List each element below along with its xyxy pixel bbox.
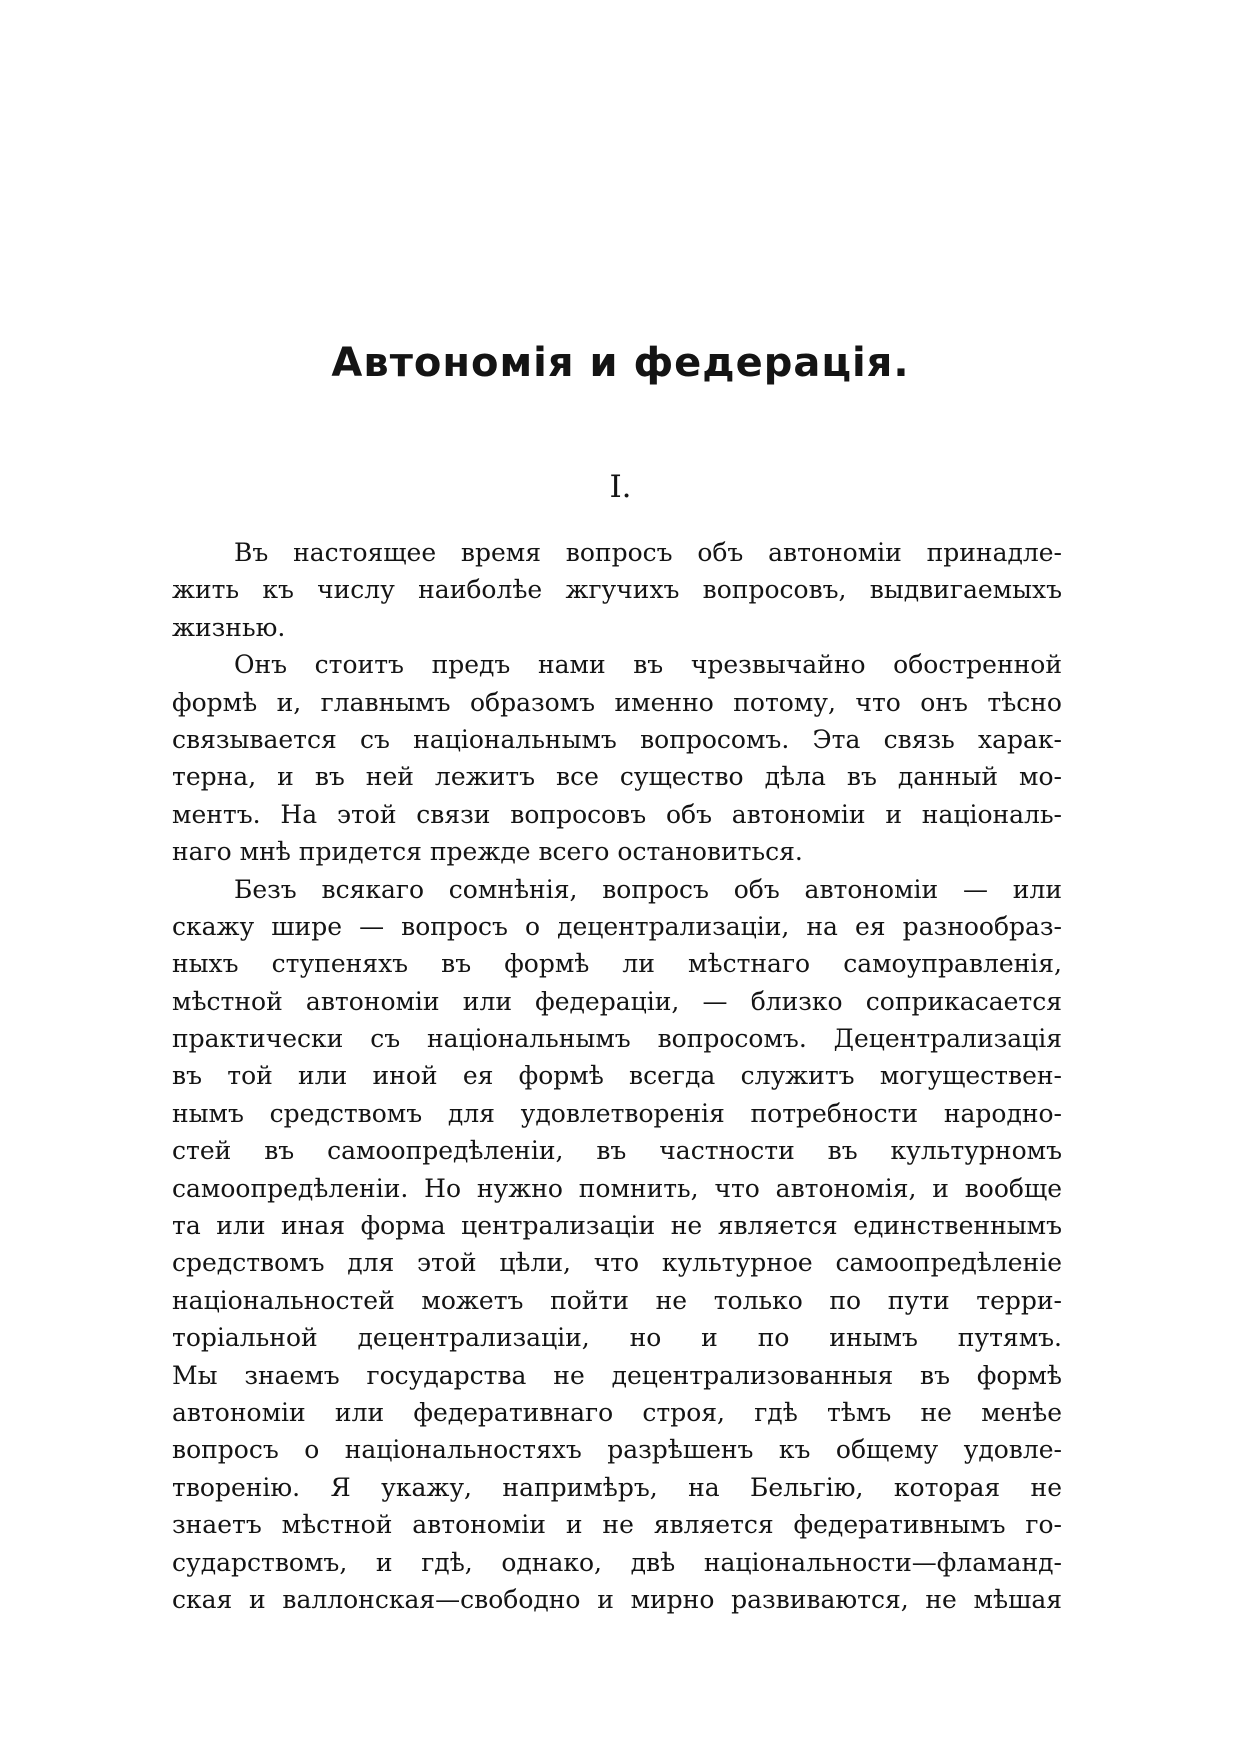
text-line: творенію. Я укажу, напримѣръ, на Бельгію, которая не [172, 1472, 1062, 1502]
text-line: жить къ числу наиболѣе жгучихъ вопросовъ, выдвигаемыхъ [172, 575, 1062, 605]
text-line: скажу шире — вопросъ о децентрализаціи, на ея разнообраз- [172, 911, 1062, 941]
section-number: I. [609, 469, 632, 505]
text-line: Онъ стоитъ предъ нами въ чрезвычайно обостренной [234, 650, 1062, 680]
text-line: самоопредѣленіи. Но нужно помнить, что автономія, и вообще [172, 1173, 1062, 1203]
text-line: вопросъ о національностяхъ разрѣшенъ къ общему удовле- [172, 1435, 1062, 1465]
text-line: практически съ національнымъ вопросомъ. Децентрализація [172, 1024, 1062, 1054]
text-line: торіальной децентрализаціи, но и по инымъ путямъ. [172, 1323, 1062, 1353]
text-line: связывается съ національнымъ вопросомъ. Эта связь харак- [172, 724, 1062, 754]
chapter-title: Автономія и федерація. [331, 340, 910, 386]
text-line: наго мнѣ придется прежде всего остановиться. [172, 837, 803, 867]
text-line: стей въ самоопредѣленіи, въ частности въ культурномъ [172, 1136, 1062, 1166]
text-line: та или иная форма централизаціи не является единственнымъ [172, 1211, 1062, 1241]
text-line: Въ настоящее время вопросъ объ автономіи принадле- [234, 538, 1062, 567]
text-line: жизнью. [172, 612, 286, 642]
text-line: терна, и въ ней лежитъ все существо дѣла въ данный мо- [172, 762, 1062, 792]
text-line: ская и валлонская—свободно и мирно развиваются, не мѣшая [172, 1584, 1062, 1614]
text-line: ментъ. На этой связи вопросовъ объ автономіи и національ- [172, 799, 1062, 829]
text-line: мѣстной автономіи или федераціи, — близко соприкасается [172, 986, 1062, 1016]
text-line: ныхъ ступеняхъ въ формѣ ли мѣстнаго самоуправленія, [172, 949, 1062, 979]
text-line: нымъ средствомъ для удовлетворенія потребности народно- [172, 1098, 1062, 1128]
text-line: средствомъ для этой цѣли, что культурное самоопредѣленіе [172, 1248, 1062, 1278]
text-line: автономіи или федеративнаго строя, гдѣ тѣмъ не менѣе [172, 1397, 1062, 1427]
text-line: сударствомъ, и гдѣ, однако, двѣ національности—фламанд- [172, 1547, 1062, 1577]
text-line: національностей можетъ пойти не только по пути терри- [172, 1285, 1062, 1315]
text-line: знаетъ мѣстной автономіи и не является федеративнымъ го- [172, 1510, 1062, 1540]
text-line: въ той или иной ея формѣ всегда служитъ могуществен- [172, 1061, 1062, 1091]
text-line: формѣ и, главнымъ образомъ именно потому, что онъ тѣсно [172, 687, 1062, 717]
text-line: Безъ всякаго сомнѣнія, вопросъ объ автономіи — или [234, 874, 1062, 904]
body-text [172, 534, 1062, 1618]
text-line: Мы знаемъ государства не децентрализованныя въ формѣ [172, 1360, 1062, 1390]
